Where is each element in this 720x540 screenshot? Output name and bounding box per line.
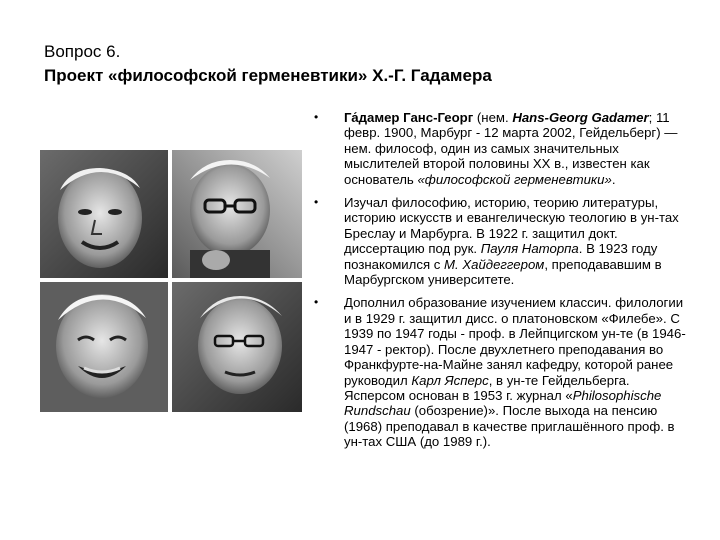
bullet-icon: • <box>314 295 319 310</box>
text-fragment: . <box>611 171 616 187</box>
list-item <box>314 195 694 287</box>
text-fragment: ; 11 февр. 1900, Марбург - 12 марта 2002, Гейдельберг) — нем. философ, один из самых значительных мыслителей второй половины XX в., известен как основатель <box>344 110 678 187</box>
portrait-top-left <box>40 150 168 278</box>
list-item <box>314 295 694 449</box>
slide-title <box>44 40 492 88</box>
text-fragment: , преподававшим в Марбургском университете. <box>344 256 662 288</box>
topic-heading: Проект «философской герменевтики» Х.-Г. Гадамера <box>44 66 492 85</box>
text-fragment: , в ун-те Гейдельберга. Ясперсом основан в 1953 г. журнал « <box>344 372 630 403</box>
bullet-icon: • <box>314 195 319 210</box>
text-fragment: . В 1923 году познакомился с <box>344 241 658 272</box>
text-emphasis: М. Хайдеггером <box>444 256 545 272</box>
text-fragment: (нем. <box>473 110 513 125</box>
portrait-bottom-right <box>172 282 302 412</box>
list-item <box>314 110 694 187</box>
text-fragment: Дополнил образование изучением классич. филологии и в 1929 г. защитил дисс. о платоновском «Филебе». С 1939 по 1947 годы - проф. в Лейпцигском ун-те (в 1946-1947 - ректор). После двухлетнего преподавания во Франкфурте-на-Майне занял кафедру, которой ранее руководил <box>344 295 686 388</box>
name-de: Hans-Georg Gadamer <box>512 110 649 125</box>
question-number: Вопрос 6. <box>44 42 121 61</box>
name-ru: Га́дамер Ганс-Георг <box>344 110 474 125</box>
biography-list <box>314 110 694 458</box>
text-emphasis: «философской герменевтики» <box>417 171 612 187</box>
portrait-collage-icon <box>40 150 302 412</box>
bullet-icon: • <box>314 110 319 124</box>
text-fragment: Изучал философию, историю, теорию литературы, историю искусств и евангелическую теологию в ун-тах Бреслау и Марбурга. В 1922 г. защитил докт. диссертацию под рук. <box>344 195 679 257</box>
text-fragment: (обозрение)». После выхода на пенсию (1968) преподавал в качестве приглашённого проф. в ун-тах США (до 1989 г.). <box>344 403 675 450</box>
portrait-top-right <box>172 150 302 278</box>
text-emphasis: Пауля Наторпа <box>480 241 579 257</box>
text-emphasis: Карл Ясперс <box>411 372 489 388</box>
text-emphasis: Philosophische Rundschau <box>344 387 662 419</box>
portrait-bottom-left <box>40 282 168 412</box>
